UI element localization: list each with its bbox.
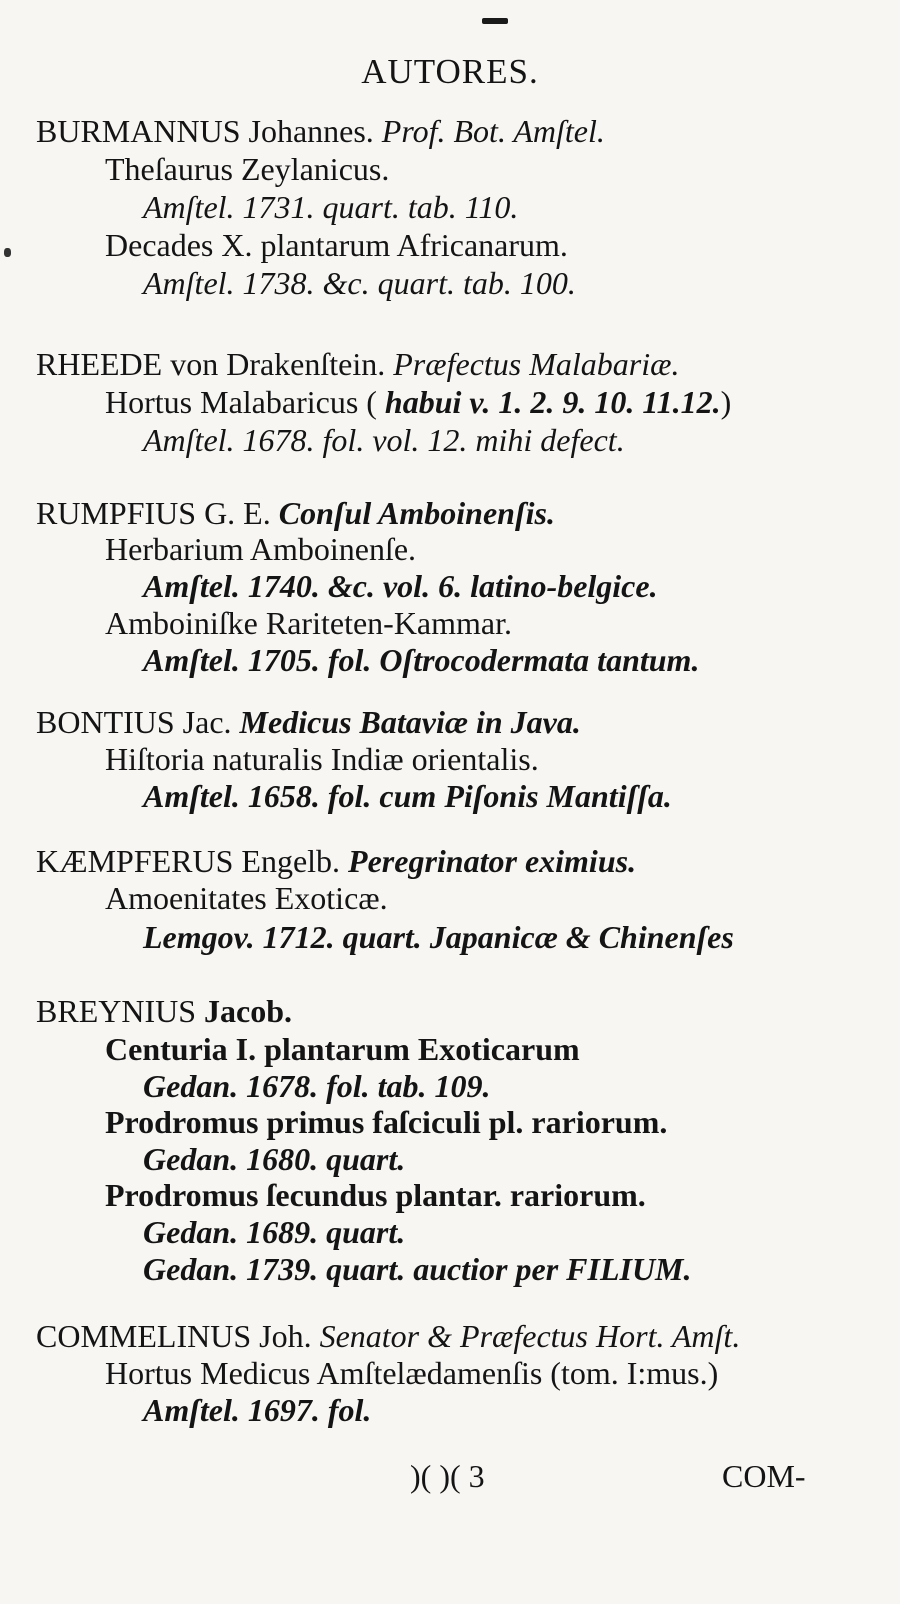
work-imprint: Amſtel. 1697. fol.: [143, 1392, 372, 1428]
work-title: Centuria I. plantarum Exoticarum: [105, 1031, 580, 1067]
author-forename: Jac.: [174, 704, 240, 740]
work-title: Theſaurus Zeylanicus.: [105, 151, 390, 187]
work-imprint: Gedan. 1739. quart. auctior per FILIUM.: [143, 1251, 692, 1287]
author-forename: G. E.: [196, 495, 279, 531]
signature-mark: )( )( 3: [410, 1458, 485, 1494]
ink-mark: [482, 18, 508, 24]
author-forename: Jacob.: [196, 993, 293, 1029]
work-imprint: Amſtel. 1705. fol. Oſtrocodermata tantum.: [143, 642, 700, 678]
catchword: COM-: [722, 1458, 806, 1494]
entry-rumpfius-author-line: [36, 494, 555, 532]
author-forename: von Drakenſtein.: [162, 346, 394, 382]
author-name: COMMELINUS: [36, 1318, 252, 1354]
work-imprint: Lemgov. 1712. quart. Japanicæ & Chinenſes: [143, 919, 734, 955]
work-imprint: Amſtel. 1738. &c. quart. tab. 100.: [143, 265, 576, 301]
author-forename: Joh.: [251, 1318, 320, 1354]
page-heading: AUTORES.: [361, 52, 539, 91]
entry-kaempferus-author-line: [36, 842, 636, 880]
work-imprint: Amſtel. 1658. fol. cum Piſonis Mantiſſa.: [143, 778, 672, 814]
entry-bontius-author-line: [36, 703, 581, 741]
entry-rheede-author-line: [36, 345, 679, 383]
author-role: Prof. Bot. Amſtel.: [381, 113, 605, 149]
work-title: Hiſtoria naturalis Indiæ orientalis.: [105, 741, 539, 777]
entry-commelinus-author-line: [36, 1317, 740, 1355]
author-name: BONTIUS: [36, 704, 175, 740]
work-title: Herbarium Amboinenſe.: [105, 531, 417, 567]
work-title: Amoenitates Exoticæ.: [105, 880, 388, 916]
author-role: Peregrinator eximius.: [348, 843, 637, 879]
author-role: Conſul Amboinenſis.: [278, 495, 555, 531]
ink-speck: [4, 248, 11, 257]
author-role: Medicus Bataviæ in Java.: [239, 704, 581, 740]
work-imprint: Gedan. 1689. quart.: [143, 1214, 406, 1250]
entry-burmannus-author-line: [36, 112, 605, 150]
work-imprint: Gedan. 1680. quart.: [143, 1141, 406, 1177]
author-name: RUMPFIUS: [36, 495, 197, 531]
work-imprint: Gedan. 1678. fol. tab. 109.: [143, 1068, 491, 1104]
work-imprint: Amſtel. 1740. &c. vol. 6. latino-belgice.: [143, 568, 658, 604]
author-forename: Johannes.: [240, 113, 382, 149]
author-forename: Engelb.: [233, 843, 349, 879]
author-role: Senator & Præfectus Hort. Amſt.: [319, 1318, 741, 1354]
work-imprint: Amſtel. 1731. quart. tab. 110.: [143, 189, 519, 225]
work-title: Prodromus primus faſciculi pl. rariorum.: [105, 1104, 668, 1140]
author-name: KÆMPFERUS: [36, 843, 234, 879]
work-title: Prodromus ſecundus plantar. rariorum.: [105, 1177, 646, 1213]
author-name: BURMANNUS: [36, 113, 241, 149]
work-title: Hortus Malabaricus ( habui v. 1. 2. 9. 10. 11.12.): [105, 384, 732, 420]
entry-breynius-author-line: [36, 992, 292, 1030]
work-title: Hortus Medicus Amſtelædamenſis (tom. I:mus.): [105, 1355, 719, 1391]
work-imprint: Amſtel. 1678. fol. vol. 12. mihi defect.: [143, 422, 625, 458]
author-role: Præfectus Malabariæ.: [393, 346, 680, 382]
work-title: Amboiniſke Rariteten-Kammar.: [105, 605, 512, 641]
author-name: BREYNIUS: [36, 993, 197, 1029]
work-title: Decades X. plantarum Africanarum.: [105, 227, 568, 263]
author-name: RHEEDE: [36, 346, 163, 382]
